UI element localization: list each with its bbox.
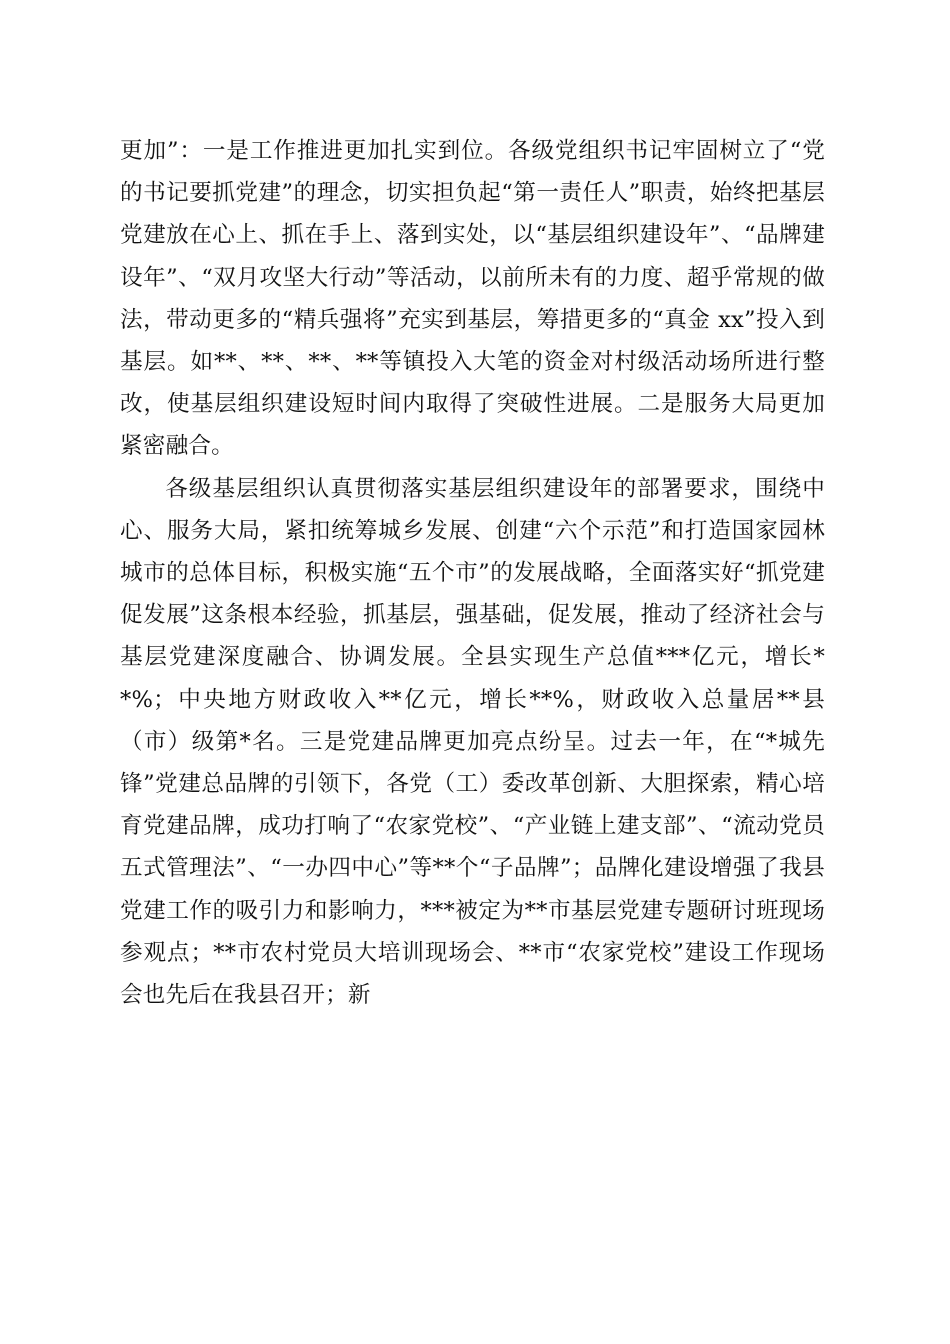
paragraph-1: 更加”：一是工作推进更加扎实到位。各级党组织书记牢固树立了“党的书记要抓党建”的理念，切实担负起“第一责任人”职责，始终把基层党建放在心上、抓在手上、落到实处，以“基层组织建设年”、“品牌建设年”、“双月攻坚大行动”等活动，以前所未有的力度、超乎常规的做法，带动更多的“精兵强将”充实到基层，筹措更多的“真金 xx”投入到基层。如**、**、**、**等镇投入大笔的资金对村级活动场所进行整改，使基层组织建设短时间内取得了突破性进展。二是服务大局更加紧密融合。 [120, 138, 825, 460]
document-body [120, 130, 825, 1016]
paragraph-2: 各级基层组织认真贯彻落实基层组织建设年的部署要求，围绕中心、服务大局，紧扣统筹城乡发展、创建“六个示范”和打造国家园林城市的总体目标，积极实施“五个市”的发展战略，全面落实好“抓党建促发展”这条根本经验，抓基层，强基础，促发展，推动了经济社会与基层党建深度融合、协调发展。全县实现生产总值***亿元，增长**%；中央地方财政收入**亿元，增长**%，财政收入总量居**县（市）级第*名。三是党建品牌更加亮点纷呈。过去一年，在“*城先锋”党建总品牌的引领下，各党（工）委改革创新、大胆探索，精心培育党建品牌，成功打响了“农家党校”、“产业链上建支部”、“流动党员五式管理法”、“一办四中心”等**个“子品牌”；品牌化建设增强了我县党建工作的吸引力和影响力，***被定为**市基层党建专题研讨班现场参观点；**市农村党员大培训现场会、**市“农家党校”建设工作现场会也先后在我县召开；新 [120, 475, 825, 1009]
